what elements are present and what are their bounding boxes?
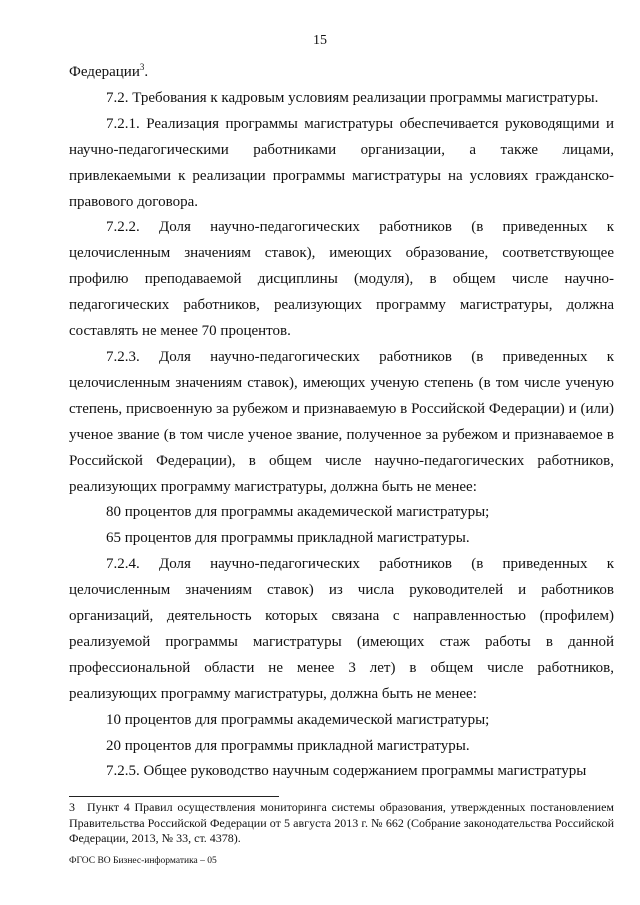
page-number: 15 [313,33,327,48]
section-7-2-3-applied: 65 процентов для программы прикладной магистратуры. [106,530,470,547]
section-7-2-3-academic: 80 процентов для программы академической магистратуры; [106,504,490,521]
document-code: ФГОС ВО Бизнес-информатика – 05 [69,856,217,866]
section-7-2-1: 7.2.1. Реализация программы магистратуры обеспечивается руководящими и научно-педагогическими работниками организации, а также лицами, привлекаемыми к реализации программы магистратуры на условиях гражданско-правового договора. [69,115,614,210]
federation-period: . [144,64,149,80]
footnote [69,800,614,847]
section-7-2-4: 7.2.4. Доля научно-педагогических работников (в приведенных к целочисленным значениям ставок) из числа руководителей и работников организаций, деятельность которых связана с направленностью (профилем) реализуемой программы магистратуры (имеющих стаж работы в данной профессиональной области не менее 3 лет) в общем числе работников, реализующих программу магистратуры, должна быть не менее: [69,556,614,702]
footnote-divider [69,796,279,797]
paragraph-federation-tail [69,60,614,86]
section-7-2-4-academic: 10 процентов для программы академической магистратуры; [106,711,490,728]
section-7-2-5: 7.2.5. Общее руководство научным содержанием программы магистратуры [106,763,587,780]
footnote-reference: 3 [139,62,145,72]
footnote-text: Пункт 4 Правил осуществления мониторинга системы образования, утвержденных постановлением Правительства Российской Федерации от 5 августа 2013 г. № 662 (Собрание законодательства Российской Федерации, 2013, № 33, ст. 4378). [69,800,614,845]
section-7-2-3: 7.2.3. Доля научно-педагогических работников (в приведенных к целочисленным значениям ставок), имеющих ученую степень (в том числе ученую степень, присвоенную за рубежом и признаваемую в Российской Федерации) и (или) ученое звание (в том числе ученое звание, полученное за рубежом и признаваемое в Российской Федерации), в общем числе научно-педагогических работников, реализующих программу магистратуры, должна быть не менее: [69,348,614,495]
section-7-2-heading: 7.2. Требования к кадровым условиям реализации программы магистратуры. [106,89,599,106]
footnote-mark: 3 [69,800,75,814]
federation-word: Федерации [69,64,140,80]
section-7-2-4-applied: 20 процентов для программы прикладной магистратуры. [106,737,470,754]
section-7-2-2: 7.2.2. Доля научно-педагогических работников (в приведенных к целочисленным значениям ставок), имеющих образование, соответствующее профилю преподаваемой дисциплины (модуля), в общем числе научно-педагогических работников, реализующих программу магистратуры, должна составлять не менее 70 процентов. [69,219,614,340]
document-body [69,60,614,785]
